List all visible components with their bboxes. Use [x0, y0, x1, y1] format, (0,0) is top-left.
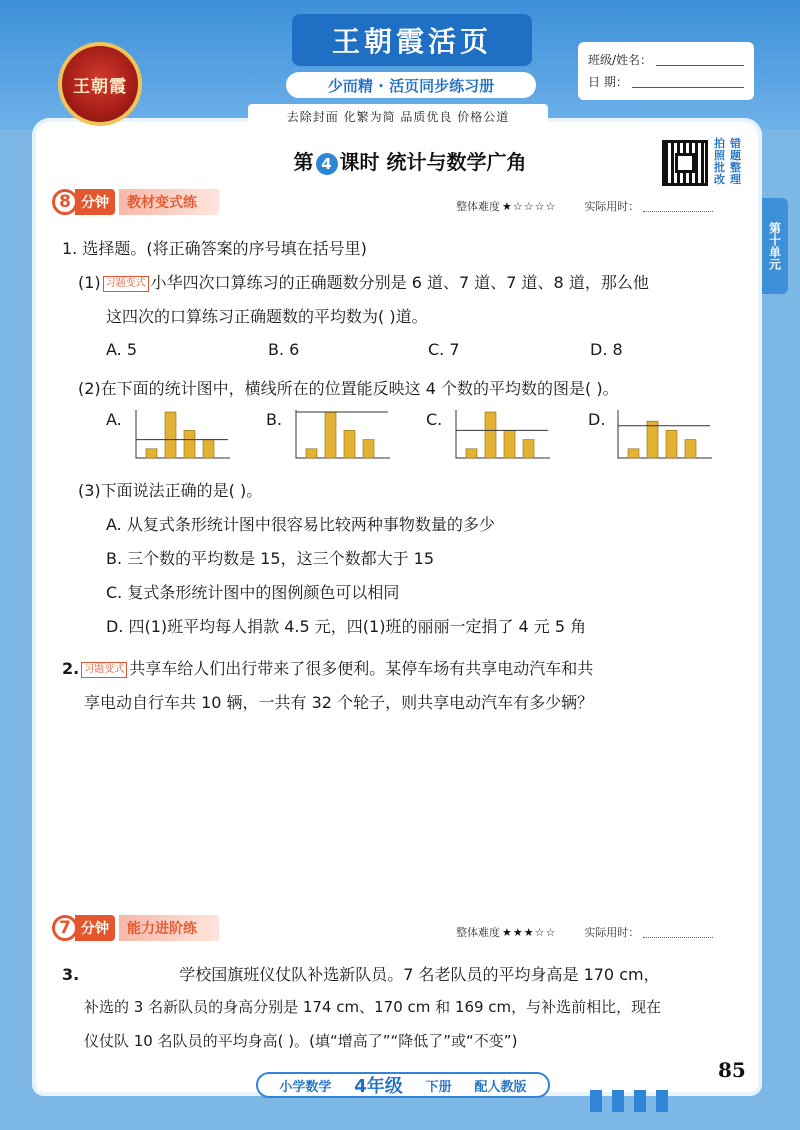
chart-option-label-a: A.: [106, 410, 122, 429]
q3-number: 3.: [62, 965, 80, 984]
logo-text: 王朝霞: [73, 76, 127, 97]
q1-part3-line: (3)下面说法正确的是( )。: [78, 481, 263, 500]
variant-tag: 习题变式: [103, 276, 149, 292]
section-minutes: 8: [52, 189, 78, 215]
q1-part3-option-b: B. 三个数的平均数是 15，这三个数都大于 15: [106, 549, 435, 568]
footer-edition: 配人教版: [474, 1079, 527, 1095]
lesson-number: 4: [316, 153, 338, 175]
time-label: 实际用时：: [584, 200, 640, 213]
section-minutes-label: 分钟: [75, 915, 115, 941]
chart-bar: [466, 449, 477, 458]
q3-line1: [62, 962, 660, 985]
qr-label-char: 改: [714, 173, 725, 186]
lesson-title: [220, 146, 600, 175]
date-field[interactable]: [632, 74, 744, 88]
footer-grade: 4年级: [354, 1076, 403, 1097]
chart-bar: [146, 449, 157, 458]
footer-book-info: [256, 1072, 550, 1098]
section-meta: [456, 198, 713, 214]
footer-decoration: [590, 1090, 668, 1112]
chart-svg-d: [616, 408, 714, 460]
chart-svg-c: [454, 408, 552, 460]
chart-bar: [184, 430, 195, 458]
chart-bar: [485, 412, 496, 458]
difficulty-stars: ★☆☆☆☆: [502, 199, 557, 213]
q2-line2: 享电动自行车共 10 辆，一共有 32 个轮子，则共享电动汽车有多少辆？: [84, 693, 594, 712]
section-header-practice: [52, 188, 219, 216]
qr-label-char: 照: [714, 149, 725, 162]
qr-code-icon[interactable]: [662, 140, 708, 186]
chart-bar: [344, 430, 355, 458]
difficulty-label: 整体难度: [456, 926, 500, 939]
time-label: 实际用时：: [584, 926, 640, 939]
student-info-box: [578, 42, 754, 100]
chart-bar: [647, 421, 658, 458]
lesson-suffix: 课时 统计与数学广角: [339, 150, 527, 174]
q3-line2: 补选的 3 名新队员的身高分别是 174 cm、170 cm 和 169 cm，与补选前相比，现在: [84, 998, 662, 1016]
book-subtitle: 少而精 · 活页同步练习册: [286, 72, 536, 98]
q1-part1-line1: [78, 270, 649, 293]
q1-part1-option-b: B. 6: [268, 340, 300, 359]
q3-text-1: 学校国旗班仪仗队补选新队员。7 名老队员的平均身高是 170 cm，: [179, 965, 660, 984]
chart-bar: [504, 430, 515, 458]
class-name-field[interactable]: [656, 52, 744, 66]
chart-option-label-d: D.: [588, 410, 606, 429]
q1-part1-text: 小华四次口算练习的正确题数分别是 6 道、7 道、7 道、8 道，那么他: [150, 273, 649, 292]
chart-option-c[interactable]: [454, 408, 552, 460]
book-title: 王朝霞活页: [292, 14, 532, 66]
unit-side-tab: 第十单元: [762, 198, 788, 294]
q1-part1-line2: 这四次的口算练习正确题数的平均数为( )道。: [106, 307, 428, 326]
q1-part2-line: (2)在下面的统计图中，横线所在的位置能反映这 4 个数的平均数的图是( )。: [78, 379, 619, 398]
q1-part1-option-a: A. 5: [106, 340, 138, 359]
chart-bar: [628, 449, 639, 458]
section-name: 能力进阶练: [119, 915, 219, 941]
section-header-advanced: [52, 914, 219, 942]
chart-option-label-c: C.: [426, 410, 443, 429]
q2-text-1: 共享车给人们出行带来了很多便利。某停车场有共享电动汽车和共: [129, 659, 594, 678]
chart-bar: [165, 412, 176, 458]
q2-line1: [62, 656, 593, 679]
chart-bar: [203, 440, 214, 458]
q2-number: 2.: [62, 659, 80, 678]
chart-option-a[interactable]: [134, 408, 232, 460]
class-name-row: [588, 48, 744, 70]
date-label: 日 期：: [588, 74, 628, 89]
qr-label-char: 批: [714, 161, 725, 174]
chart-bar: [363, 440, 374, 458]
lesson-prefix: 第: [293, 150, 314, 174]
time-field[interactable]: [643, 200, 713, 212]
chart-option-label-b: B.: [266, 410, 283, 429]
chart-bar: [666, 430, 677, 458]
chart-option-d[interactable]: [616, 408, 714, 460]
q1-part3-option-d: D. 四(1)班平均每人捐款 4.5 元，四(1)班的丽丽一定捐了 4 元 5 角: [106, 617, 587, 636]
page-number: 85: [718, 1058, 746, 1082]
q3-line3: 仪仗队 10 名队员的平均身高( )。(填“增高了”“降低了”或“不变”): [84, 1032, 518, 1050]
q1-stem: 1. 选择题。(将正确答案的序号填在括号里): [62, 239, 367, 258]
time-field[interactable]: [643, 926, 713, 938]
qr-label-char: 错: [730, 137, 741, 150]
q1-part3-option-a: A. 从复式条形统计图中很容易比较两种事物数量的多少: [106, 515, 495, 534]
section-meta: [456, 924, 713, 940]
chart-bar: [306, 449, 317, 458]
footer-volume: 下册: [425, 1079, 452, 1095]
q1-part1-option-d: D. 8: [590, 340, 623, 359]
date-row: [588, 70, 744, 92]
qr-label-char: 题: [730, 149, 741, 162]
q1-part1-option-c: C. 7: [428, 340, 460, 359]
chart-option-b[interactable]: [294, 408, 392, 460]
q1-part1-prefix: (1): [78, 273, 101, 292]
qr-label: [714, 138, 746, 186]
section-minutes: 7: [52, 915, 78, 941]
qr-label-char: 整: [730, 161, 741, 174]
section-name: 教材变式练: [119, 189, 219, 215]
qr-label-char: 拍: [714, 137, 725, 150]
worksheet-page: [32, 118, 762, 1096]
section-minutes-label: 分钟: [75, 189, 115, 215]
q1-part3-option-c: C. 复式条形统计图中的图例颜色可以相同: [106, 583, 400, 602]
difficulty-stars: ★★★☆☆: [502, 925, 557, 939]
footer-subject: 小学数学: [279, 1079, 332, 1095]
qr-label-char: 理: [730, 173, 741, 186]
class-name-label: 班级/姓名：: [588, 52, 653, 67]
chart-bar: [685, 440, 696, 458]
chart-svg-a: [134, 408, 232, 460]
slogan: 去除封面 化繁为简 品质优良 价格公道: [248, 104, 548, 128]
chart-bar: [523, 440, 534, 458]
variant-tag: 习题变式: [81, 662, 127, 678]
chart-bar: [325, 412, 336, 458]
brand-logo: [58, 42, 142, 126]
difficulty-label: 整体难度: [456, 200, 500, 213]
chart-svg-b: [294, 408, 392, 460]
